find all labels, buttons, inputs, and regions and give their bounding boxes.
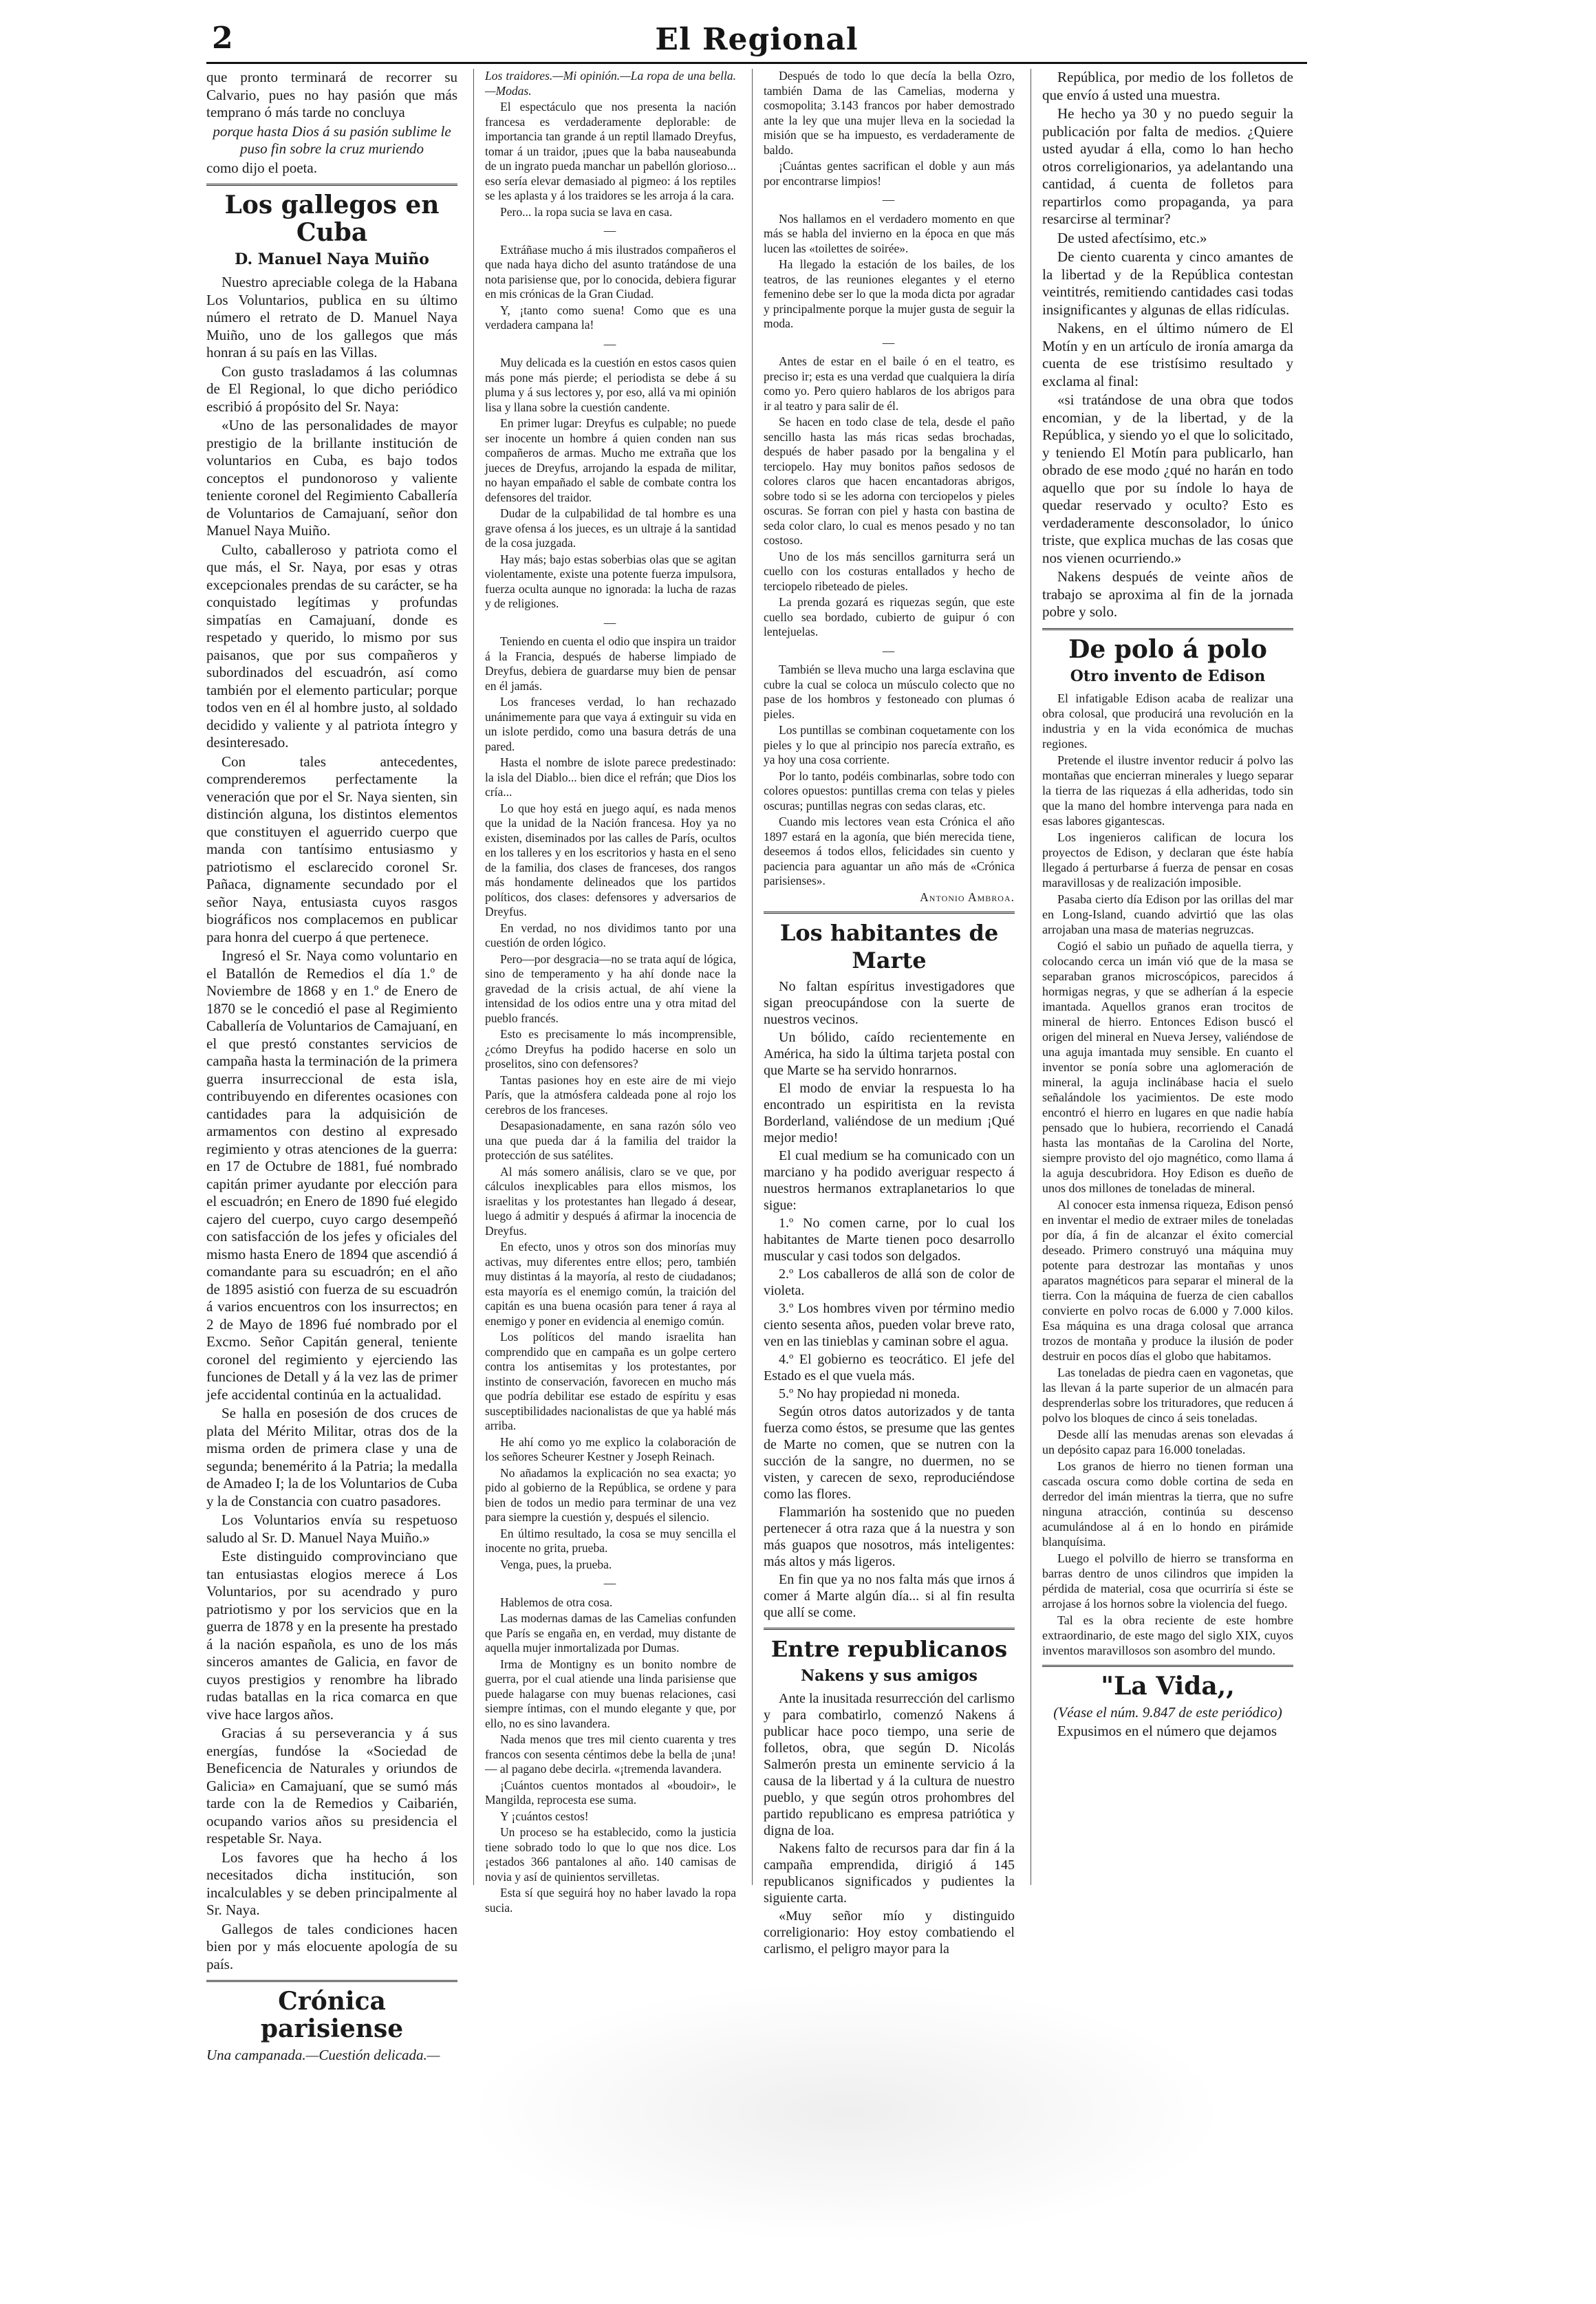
paragraph: En verdad, no nos dividimos tanto por una cuestión de orden lógico. (485, 920, 736, 949)
paragraph: Los políticos del mando israelita han comprendido que en campaña es un golpe certero contra los antisemitas y los protestantes, por instinto de conservación, favorecen en mucho más que podría debilitar ese estado de espíritu y esas susceptibilidades nacionalistas de que ya hablé más arriba. (485, 1330, 736, 1432)
intro-verse: porque hasta Dios á su pasión sublime le puso fin sobre la cruz muriendo (213, 122, 451, 157)
paragraph: Al conocer esta inmensa riqueza, Edison pensó en inventar el medio de extraer miles de toneladas por día, á fin de alcanzar el éxito comercial deseado. Primero construyó una máquina muy potente para destrozar las montañas y unos aparatos magnéticos para separar el mineral de la tierra. Con la máquina de fuerza de cien caballos convierte en polvo rocas de 6.000 y 7.000 kilos. Esa máquina es una draga colosal que arranca trozos de montaña y produce la ilusión de poder destruir en pocos días el globo que habitamos. (1042, 1197, 1293, 1363)
headline-gallegos: Los gallegos en Cuba (206, 184, 457, 246)
paragraph: Hablemos de otra cosa. (500, 1595, 613, 1609)
cronica-subtitle: Una campanada.—Cuestión delicada.— (206, 2047, 440, 2063)
paragraph: Nuestro apreciable colega de la Habana Los Voluntarios, publica en su último número el retrato de D. Manuel Naya Muiño, uno de los gallegos que más honran á su país en las Villas. (206, 274, 457, 360)
subhead-naya: D. Manuel Naya Muiño (235, 250, 429, 268)
paragraph: Los Voluntarios envía su respetuoso saludo al Sr. D. Manuel Naya Muiño.» (206, 1511, 457, 1546)
paragraph: Nakens, en el último número de El Motín y en un artículo de ironía amarga da cuenta de ese tristísimo resultado y exclama al final: (1042, 320, 1293, 389)
paragraph: Y ¡cuántos cestos! (500, 1809, 589, 1823)
paragraph: Al más somero análisis, claro se ve que, por cálculos inexplicables para ellos mismos, los israelitas y los protestantes han llegado á desear, luego á admitir y después á afirmar la inocencia de Dreyfus. (485, 1164, 736, 1238)
paragraph: Los franceses verdad, lo han rechazado unánimemente para que vaya á extinguir su vida en un islote perdido, como una basura detrás de una pared. (485, 695, 736, 753)
paragraph: En primer lugar: Dreyfus es culpable; no puede ser inocente un hombre á quien conden nan sus compañeros de armas. Mucho me extraña que los jueces de Dreyfus, arrojando la espada de militar, no hayan empañado el sable de combate contra los defensores del traidor. (485, 416, 736, 504)
paragraph: Por lo tanto, podéis combinarlas, sobre todo con colores opuestos: puntillas crema con telas y pieles oscuras; puntillas negras con sedas claras, etc. (764, 768, 1015, 812)
column-1 (206, 69, 457, 2063)
paragraph: Gracias á su perseverancia y á sus energías, fundóse la «Sociedad de Beneficencia de Naturales y oriundos de Galicia» en Camajuaní, que se sumó más tarde con la de Remedios y Caibarién, ocupando varios años su presidencia el respetable Sr. Naya. (206, 1725, 457, 1847)
paragraph: 1.º No comen carne, por lo cual los habitantes de Marte tienen poco desarrollo muscular y casi todos son delgados. (764, 1216, 1015, 1264)
paragraph: Pretende el ilustre inventor reducir á polvo las montañas que encierran minerales y luego separar la tierra de las riquezas á ella adheridas, todo sin que la mano del hombre intervenga para nada en esas labores gigantescas. (1042, 753, 1293, 828)
paper-name: El Regional (655, 22, 859, 57)
subhead-nakens: Nakens y sus amigos (801, 1667, 978, 1685)
paragraph: Lo que hoy está en juego aquí, es nada menos que la unidad de la Nación francesa. Hoy ya no existen, diseminados por las calles de París, ocultos en los talleres y en los escritorios y hasta en el seno de la familia, dos clases de franceses, dos rangos más hondamente delineados que los partidos políticos, dos clases: defensores y adversarios de Dreyfus. (485, 801, 736, 918)
headline-republicanos: Entre republicanos (764, 1628, 1015, 1663)
paragraph: Los ingenieros califican de locura los proyectos de Edison, y declaran que éste había llegado á perturbarse á fuerza de pensar en cosas maravillosas y de realización imposible. (1042, 830, 1293, 890)
paragraph: Extráñase mucho á mis ilustrados compañeros el que nada haya dicho del asunto tratándose de una nota parisiense que, por lo conocida, debiera figurar en mis crónicas de la Gran Ciudad. (485, 242, 736, 301)
column-rule (473, 69, 474, 1885)
article-marte (764, 978, 1015, 1621)
paragraph: Después de todo lo que decía la bella Ozro, también Dama de las Camelias, moderna y cosmopolita; 3.143 francos por haber demostrado ante la ley que una mujer lleva en la sociedad la misión que se ha impuesto, es verdaderamente de baldo. (764, 69, 1015, 157)
paragraph: Venga, pues, la prueba. (500, 1557, 612, 1571)
paragraph: Nakens falto de recursos para dar fin á la campaña emprendida, dirigió á 145 republicanos significados y pudientes la siguiente carta. (764, 1841, 1015, 1906)
paragraph: Los granos de hierro no tienen forman una cascada oscura como doble cortina de seda en derredor del imán mientras la tierra, que no sufre ninguna atracción, continúa su descenso acumulándose al á en lo hondo en pirámide blanquísima. (1042, 1458, 1293, 1549)
paragraph: Irma de Montigny es un bonito nombre de guerra, por el cual atiende una linda parisiense que puede halagarse con muy buenas relaciones, casi siempre íntimas, con el mundo elegante y que, por ello, no es sino lavandera. (485, 1657, 736, 1730)
paragraph: He hecho ya 30 y no puedo seguir la publicación por falta de medios. ¿Quiere usted ayudar á ella, como lo han hecho otros correligionarios, ya adelantando una cantidad, á cuenta de folletos para repartirlos como propaganda, ya para resarcirse al terminar? (1042, 105, 1293, 227)
paragraph: Nada menos que tres mil ciento cuarenta y tres francos con sesenta céntimos debe la bella de ¡una!— al pagano debe decirla. «¡tremenda lavandera. (485, 1732, 736, 1776)
paragraph: El infatigable Edison acaba de realizar una obra colosal, que producirá una revolución en la industria y en la vida económica de muchas regiones. (1042, 691, 1293, 751)
article-gallegos (206, 274, 457, 1973)
separator (764, 336, 1015, 351)
paragraph: 2.º Los caballeros de allá son de color de violeta. (764, 1267, 1015, 1298)
paragraph: Muy delicada es la cuestión en estos casos quien más pone más pierde; el periodista se debe á su pluma y á sus lectores y, por eso, allá va mi opinión lisa y llana sobre la cuestión candente. (485, 356, 736, 414)
cronica-lead: Los traidores.—Mi opinión.—La ropa de una bella.—Modas. (485, 69, 736, 98)
paragraph: También se lleva mucho una larga esclavina que cubre la cual se coloca un músculo colecto que no pase de los hombros y festoneado con plumas ó pieles. (764, 663, 1015, 721)
paragraph: Esto es precisamente lo más incomprensible, ¿cómo Dreyfus ha podido hacerse en solo un proselitos, sino con defensores? (485, 1027, 736, 1070)
paragraph: Ha llegado la estación de los bailes, de los teatros, de las reuniones elegantes y el eterno femenino debe ser lo que la moda dicta por agradar y principalmente porque la mujer gusta de seguir la moda. (764, 257, 1015, 330)
paragraph: Las modernas damas de las Camelias confunden que París se engaña en, en verdad, muy distante de aquella mujer inmortalizada por Dumas. (485, 1611, 736, 1655)
separator (764, 644, 1015, 659)
paragraph: La prenda gozará es riquezas según, que este cuello sea bordado, cubierto de guipur ó con lentejuelas. (764, 595, 1015, 638)
article-edison (1042, 691, 1293, 1658)
column-2 (485, 69, 736, 2030)
paragraph: En efecto, unos y otros son dos minorías muy activas, muy diferentes entre ellos; pero, también muy distintas á la mayoría, al resto de ciudadanos; esta mayoría es el enemigo común, la traición del capitán es una buena ocasión para tener á raya al enemigo y poner en evidencia al enemigo común. (485, 1240, 736, 1328)
paragraph: Uno de los más sencillos garniturra será un cuello con los costuras entallados y hecho de terciopelo ribeteado de pieles. (764, 549, 1015, 593)
paragraph: Según otros datos autorizados y de tanta fuerza como éstos, se presume que las gentes de Marte no comen, que se nutren con la succión de la sangre, no duermen, no se visten, y carecen de sexo, reproduciéndose como las flores. (764, 1404, 1015, 1502)
signature: Antonio Ambroa. (920, 890, 1015, 904)
intro-end: como dijo el poeta. (206, 159, 317, 176)
intro-text: que pronto terminará de recorrer su Calvario, pues no hay pasión que más temprano ó más tarde no concluya (206, 69, 457, 120)
paragraph: No faltan espíritus investigadores que sigan preocupándose con la suerte de nuestros vecinos. (764, 979, 1015, 1027)
article-nakens (764, 1690, 1015, 1957)
paragraph: Esta sí que seguirá hoy no haber lavado la ropa sucia. (485, 1886, 736, 1915)
separator (485, 224, 736, 239)
paragraph: 3.º Los hombres viven por término medio ciento sesenta años, pueden volar breve rato, ven en las tinieblas y caminan sobre el agua. (764, 1301, 1015, 1349)
paragraph: Las toneladas de piedra caen en vagonetas, que las llevan á la parte superior de un almacén para desprenderlas sobre los trituradores, que reducen á polvo los bloques de cinco á seis toneladas. (1042, 1365, 1293, 1425)
paragraph: Cogió el sabio un puñado de aquella tierra, y colocando cerca un imán vió que de la masa se separaban granos microscópicos, parecidos á hormigas negras, y que se adherían á la especie imantada. Aquellos granos eran trocitos de mineral de hierro. Entonces Edison buscó el origen del mineral en Nueva Jersey, valiéndose de una aguja imantada muy sensible. En cuanto el inventor se ponía sobre una aglomeración de mineral, la aguja inclinábase hacia el suelo señalándole los yacimientos. De este modo encontró el hierro en lugares en que nadie había pensado que lo hubiera, recorriendo el Canadá hasta las montañas de la Carolina del Norte, siempre provisto del ojo magnético, como llama á la aguja descubridora. Hoy Edison es dueño de unos dos millones de toneladas de mineral. (1042, 938, 1293, 1195)
paragraph: El cual medium se ha comunicado con un marciano y ha podido averiguar respecto á nuestros hermanos extraplanetarios lo que sigue: (764, 1148, 1015, 1213)
paragraph: «Muy señor mío y distinguido correligionario: Hoy estoy combatiendo el carlismo, el peligro mayor para la (764, 1908, 1015, 1957)
page-number: 2 (212, 21, 233, 56)
column-4 (1042, 69, 1293, 2030)
paragraph: Los favores que ha hecho á los necesitados dicha institución, son incalculables y se deben principalmente al Sr. Naya. (206, 1849, 457, 1918)
paragraph: Un bólido, caído recientemente en América, ha sido la última tarjeta postal con que Marte se ha servido honrarnos. (764, 1030, 1015, 1078)
paragraph: Hay más; bajo estas soberbias olas que se agitan violentamente, existe una potente fuerza impulsora, fuerza oculta aunque no ignorada: la lucha de razas y de religiones. (485, 552, 736, 610)
paragraph: Con tales antecedentes, comprenderemos perfectamente la veneración que por el Sr. Naya sienten, sin distinción alguna, los distintos elementos que constituyen el aguerrido cuerpo que manda con tantísimo entusiasmo y patriotismo el esclarecido coronel Sr. Pañaca, dignamente secundado por el señor Naya, entusiasta cuyos rasgos biográficos nos complacemos en publicar para honra del cuerpo á que pertenece. (206, 753, 457, 945)
headline-cronica: Crónica parisiense (206, 1980, 457, 2043)
article-nakens-cont (1042, 69, 1293, 621)
paragraph: 4.º El gobierno es teocrático. El jefe del Estado es el que vuela más. (764, 1352, 1015, 1384)
paragraph: Pasaba cierto día Edison por las orillas del mar en Long-Island, cuando advirtió que las olas arrojaban una masa de materias negruzcas. (1042, 892, 1293, 936)
paragraph: El espectáculo que nos presenta la nación francesa es verdaderamente deplorable: de importancia tan grande á un reptil llamado Dreyfus, tomar á un traidor, ¡pues que la baba nauseabunda de un ingrato pueda manchar un pabellón glorioso... eso sería elevar demasiado al pigmeo: á los reptiles se les aplasta y á los traidores se les arroja á la cara. (485, 100, 736, 202)
paragraph: Tantas pasiones hoy en este aire de mi viejo París, que la atmósfera caldeada pone al rojo los cerebros de los franceses. (485, 1073, 736, 1117)
paragraph: ¡Cuántos cuentos montados al «boudoir», le Mangilda, reprocesta ese suma. (485, 1778, 736, 1807)
paragraph: Pero... la ropa sucia se lava en casa. (500, 204, 673, 219)
paragraph: Flammarión ha sostenido que no pueden pertenecer á otra raza que á la nuestra y son más guapos que nosotros, más inteligentes: más altos y más ligeros. (764, 1505, 1015, 1569)
paragraph: En último resultado, la cosa se muy sencilla el inocente no grita, prueba. (485, 1526, 736, 1555)
headline-marte: Los habitantes de Marte (764, 912, 1015, 974)
paragraph: De usted afectísimo, etc.» (1057, 229, 1207, 246)
paragraph: Un proceso se ha establecido, como la justicia tiene sobrado todo lo que lo que nos dice. Los ¡estados 366 pantalones al año. 140 camisas de novia y así de quinientos servilletas. (485, 1825, 736, 1884)
paragraph: Desde allí las menudas arenas son elevadas á un depósito capaz para 16.000 toneladas. (1042, 1427, 1293, 1456)
article-cronica-cont (764, 69, 1015, 889)
separator (485, 1576, 736, 1591)
la-vida-text: Expusimos en el número que dejamos (1057, 1723, 1277, 1739)
paragraph: Nakens después de veinte años de trabajo se aproxima al fin de la jornada pobre y solo. (1042, 568, 1293, 620)
paragraph: República, por medio de los folletos de que envío á usted una muestra. (1042, 69, 1293, 103)
paragraph: Ante la inusitada resurrección del carlismo y para combatirlo, comenzó Nakens á publicar hace poco tiempo, una serie de folletos, obra, que según D. Nicolás Salmerón presta un eminente servicio á la causa de la libertad y á la cultura de nuestro pueblo, y que según otros prohombres del partido republicano es empresa patriótica y digna de loa. (764, 1691, 1015, 1838)
headline-polo: De polo á polo (1042, 628, 1293, 663)
article-cronica (485, 100, 736, 1915)
separator (485, 616, 736, 631)
separator (764, 193, 1015, 208)
paragraph: Y, ¡tanto como suena! Como que es una verdadera campana la! (485, 303, 736, 332)
paragraph: Ingresó el Sr. Naya como voluntario en el Batallón de Remedios el día 1.º de Noviembre de 1868 y en 1.º de Enero de 1870 se le concedió el pase al Regimiento Caballería de Voluntarios de Camajuaní, en el que prestó constantes servicios de campaña hasta la terminación de la primera guerra insurreccional de esta isla, contribuyendo en diferentes ocasiones con cantidades para la adquisición de armamentos con destino al expresado regimiento y otras atenciones de la guerra: en 17 de Octubre de 1881, fué nombrado capitán primer ayudante por elección para el escuadrón; en Enero de 1890 fué elegido cajero del cuerpo, cuyo cargo desempeñó con satisfacción de los jefes y oficiales del mismo hasta Enero de 1894 que ascendió á comandante para su escuadrón; en el año de 1895 asistió con fuerza de su escuadrón á varios encuentros con los insurrectos; en 2 de Mayo de 1896 fué nombrado por el Excmo. Señor Capitán general, teniente coronel del regimiento y ejerciendo las funciones de Detall y á la vez las de primer jefe accidental continúa en la actualidad. (206, 947, 457, 1403)
column-3 (764, 69, 1015, 2030)
headline-la-vida: "La Vida,, (1042, 1665, 1293, 1700)
paragraph: Tal es la obra reciente de este hombre extraordinario, de este mago del siglo XIX, cuyos inventos maravillosos son asombro del mundo. (1042, 1613, 1293, 1657)
paragraph: He ahí como yo me explico la colaboración de los señores Scheurer Kestner y Joseph Reinach. (485, 1434, 736, 1463)
paragraph: 5.º No hay propiedad ni moneda. (779, 1386, 960, 1401)
paragraph: Se hacen en todo clase de tela, desde el paño sencillo hasta las más ricas sedas brochadas, después de haber pasado por la bengalina y el terciopelo. Hay muy bonitos paños sedosos de colores claros que hacen encantadoras abrigos, sobre todo si se les adorna con terciopelos y pieles oscuras. Se forran con piel y hasta con bastina de seda color claro, lo cual es menos pesado y no tan costoso. (764, 415, 1015, 547)
separator (485, 337, 736, 352)
paragraph: Se halla en posesión de dos cruces de plata del Mérito Militar, otras dos de la misma orden de primera clase y una de segunda; benemérito á la Patria; la medalla de Amadeo I; la de los Voluntarios de Cuba y la de Constancia con cuatro pasadores. (206, 1405, 457, 1509)
paragraph: Nos hallamos en el verdadero momento en que más se habla del invierno en la época en que más lucen las «toilettes de soirée». (764, 211, 1015, 255)
column-rule (752, 69, 753, 1885)
la-vida-note: (Véase el núm. 9.847 de este periódico) (1053, 1703, 1282, 1721)
paragraph: Luego el polvillo de hierro se transforma en barras dentro de unos cilindros que impiden la pérdida de material, cosa que ocurriría si éste se arrojase á los hornos sobre la violencia del fuego. (1042, 1551, 1293, 1611)
paragraph: Este distinguido comprovinciano que tan entusiastas elogios merece á Los Voluntarios, por su acendrado y puro patriotismo y por los servicios que en la guerra de 1878 y en la presente ha prestado á la nación española, es uno de los más sinceros amantes de Galicia, en favor de cuyos prestigios y renombre ha librado rudas batallas en la rica comarca en que vive hace largos años. (206, 1548, 457, 1723)
paragraph: El modo de enviar la respuesta lo ha encontrado un espiritista en la revista Borderland, valiéndose de un medium ¡Qué mejor medio! (764, 1081, 1015, 1145)
paragraph: Pero—por desgracia—no se trata aquí de lógica, sino de temperamento y ha ahí donde nace la gravedad de la crisis actual, de ahí viene la intensidad de los odios entre una y otra mitad del pueblo francés. (485, 951, 736, 1025)
paragraph: ¡Cuántas gentes sacrifican el doble y aun más por encontrarse limpios! (764, 159, 1015, 188)
paragraph: Gallegos de tales condiciones hacen bien por y más elocuente apología de su país. (206, 1920, 457, 1972)
paragraph: Culto, caballeroso y patriota como el que más, el Sr. Naya, por esas y otras excepcionales prendas de su carácter, se ha conquistado legítimas y profundas simpatías en Camajuaní, donde es respetado y querido, lo mismo por sus paisanos, que por sus compañeros y subordinados del escuadrón, así como también por el elemento particular; porque todos ven en él al hombre justo, al soldado decidido y valiente y al patriota íntegro y desinteresado. (206, 541, 457, 751)
masthead (206, 21, 1307, 64)
paragraph: Cuando mis lectores vean esta Crónica el año 1897 estará en la agonía, que bién merecida tiene, deseemos á todos ellos, felicidades sin cuento y paciencia para aguantar un año más de «Crónica parisienses». (764, 815, 1015, 887)
paragraph: En fin que ya no nos falta más que irnos á comer á Marte algún día... si al fin resulta que allí se come. (764, 1572, 1015, 1620)
paragraph: Teniendo en cuenta el odio que inspira un traidor á la Francia, después de haberse limpiado de Dreyfus, debiera de guardarse muy bien de pensar en él jamás. (485, 634, 736, 693)
paragraph: Antes de estar en el baile ó en el teatro, es preciso ir; esta es una verdad que cualquiera la diría como yo. Pero quiero hablaros de los abrigos para ir al teatro y para salir de él. (764, 354, 1015, 413)
paragraph: Desapasionadamente, en sana razón sólo veo una que pueda dar á la familia del traidor la protección de sus satélites. (485, 1119, 736, 1162)
paragraph: Dudar de la culpabilidad de tal hombre es una grave ofensa á los jueces, es un ultraje á la santidad de la cosa juzgada. (485, 506, 736, 550)
paragraph: No añadamos la explicación no sea exacta; yo pido al gobierno de la República, se ordene y para bien de todos un medio para terminar de una vez para siempre la cuestión y, después el silencio. (485, 1465, 736, 1524)
paragraph: Los puntillas se combinan coquetamente con los pieles y lo que al principio nos parecía extraño, es ya hoy una cosa corriente. (764, 723, 1015, 766)
subhead-edison: Otro invento de Edison (1070, 667, 1266, 685)
page-stain (468, 1981, 1225, 2243)
paragraph: Hasta el nombre de islote parece predestinado: la isla del Diablo... bien dice el refrán; que Dios los cría... (485, 755, 736, 799)
paragraph: De ciento cuarenta y cinco amantes de la libertad y de la República contestan veintitrés, remitiendo cantidades casi todas insignificantes y algunas de ellas ridículas. (1042, 248, 1293, 318)
paragraph: «si tratándose de una obra que todos encomian, y de la libertad, y de la República, y siendo yo el que lo solicitado, y teniendo El Motín para publicarlo, han obrado de ese modo ¿qué no harán en todo aquello que por su índole lo haya de quedar reservado y oculto? Esto es verdaderamente desconsolador, lo único triste, que explica muchas de las cosas que nos vienen ocurriendo.» (1042, 391, 1293, 566)
paragraph: Con gusto trasladamos á las columnas de El Regional, lo que dicho periódico escribió á propósito del Sr. Naya: (206, 363, 457, 415)
paragraph: «Uno de las personalidades de mayor prestigio de la brillante institución de voluntarios en Cuba, es bajo todos conceptos el pundonoroso y valiente teniente coronel del Regimiento Caballería de Voluntarios de Camajuaní, señor don Manuel Naya Muiño. (206, 417, 457, 539)
